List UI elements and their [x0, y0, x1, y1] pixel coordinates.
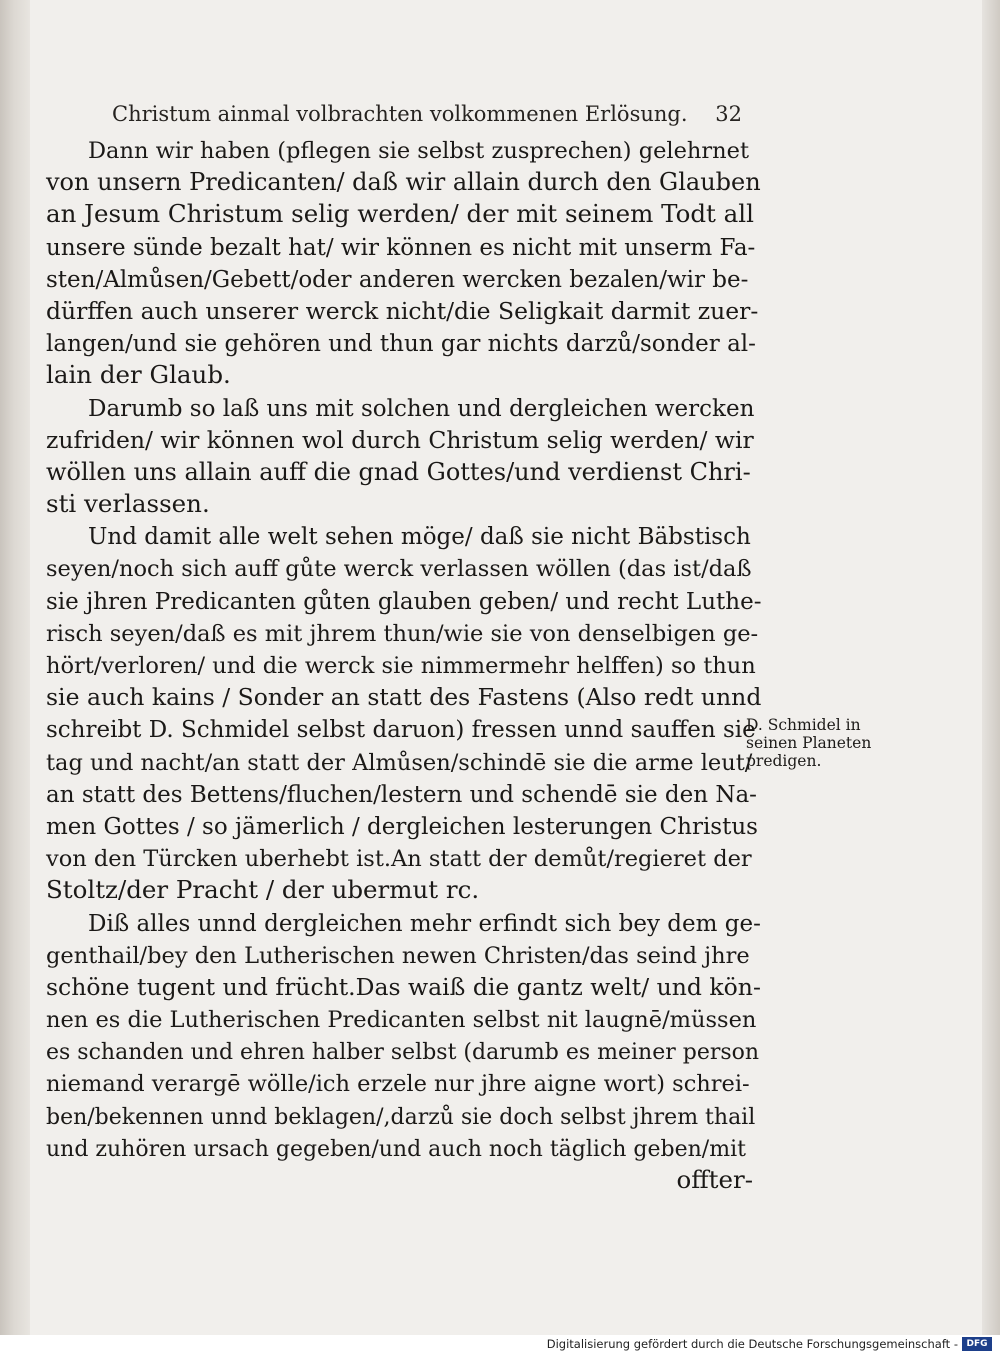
text-line: men Gottes / so jämerlich / dergleichen lesterungen Christus [46, 813, 758, 840]
text-line: an Jesum Christum selig werden/ der mit seinem Todt all [46, 199, 754, 229]
text-line: ben/bekennen unnd beklagen/,darzů sie doch selbst jhrem thail [46, 1104, 756, 1130]
running-head [112, 102, 742, 132]
margin-note [746, 716, 906, 770]
text-line: genthail/bey den Lutherischen newen Christen/das seind jhre [46, 942, 750, 969]
digitization-footer [0, 1335, 1000, 1354]
catchword: offter- [676, 1165, 753, 1194]
text-line: von den Türcken uberhebt ist.An statt der demůt/regieret der [46, 846, 752, 873]
text-line: schöne tugent und frücht.Das waiß die gantz welt/ und kön- [46, 972, 761, 1001]
text-line: hört/verloren/ und die werck sie nimmermehr helffen) so thun [46, 653, 756, 679]
text-line: es schanden und ehren halber selbst (darumb es meiner person [46, 1040, 760, 1066]
text-line: sie auch kains / Sonder an statt des Fastens (Also redt unnd [46, 683, 762, 712]
text-line: von unsern Predicanten/ daß wir allain durch den Glauben [46, 168, 761, 197]
text-line: Dann wir haben (pflegen sie selbst zusprechen) gelehrnet [88, 138, 750, 164]
footer-credit: Digitalisierung gefördert durch die Deutsche Forschungsgemeinschaft - [546, 1337, 958, 1351]
margin-note-line: predigen. [746, 752, 822, 770]
text-line: seyen/noch sich auff gůte werck verlassen wöllen (das ist/daß [46, 556, 752, 583]
text-line: sie jhren Predicanten gůten glauben geben/ und recht Luthe- [46, 588, 762, 615]
text-line: unsere sünde bezalt hat/ wir können es nicht mit unserm Fa- [46, 234, 756, 261]
text-line: dürffen auch unserer werck nicht/die Seligkait darmit zuer- [46, 296, 759, 325]
page-number: 32 [715, 102, 742, 126]
text-line: schreibt D. Schmidel selbst daruon) fressen unnd sauffen sie [46, 717, 756, 744]
text-line: risch seyen/daß es mit jhrem thun/wie sie von denselbigen ge- [46, 620, 759, 647]
text-line: tag und nacht/an statt der Almůsen/schindē sie die arme leut/ [46, 749, 753, 776]
text-line: zufriden/ wir können wol durch Christum selig werden/ wir [46, 425, 754, 454]
text-line: und zuhören ursach gegeben/und auch noch täglich geben/mit [46, 1136, 746, 1162]
text-line: sten/Almůsen/Gebett/oder anderen wercken bezalen/wir be- [46, 266, 749, 293]
running-head-title: Christum ainmal volbrachten volkommenen Erlösung. [112, 102, 688, 126]
text-line: langen/und sie gehören und thun gar nichts darzů/sonder al- [46, 331, 756, 358]
text-line: sti verlassen. [46, 489, 210, 519]
margin-note-line: D. Schmidel in [746, 716, 861, 734]
text-line: wöllen uns allain auff die gnad Gottes/und verdienst Chri- [46, 457, 751, 486]
margin-note-line: seinen Planeten [746, 734, 872, 752]
dfg-logo-icon: DFG [962, 1337, 992, 1351]
body-text [46, 134, 761, 1204]
text-line: an statt des Bettens/fluchen/lestern und schendē sie den Na- [46, 781, 757, 808]
text-line: Diß alles unnd dergleichen mehr erfindt sich bey dem ge- [88, 910, 761, 937]
text-line: lain der Glaub. [46, 360, 231, 390]
text-line: Darumb so laß uns mit solchen und dergleichen wercken [88, 395, 755, 422]
text-line: Und damit alle welt sehen möge/ daß sie nicht Bäbstisch [88, 524, 751, 551]
text-line: Stoltz/der Pracht / der ubermut rc. [46, 875, 480, 905]
page-binding-edge [0, 0, 30, 1335]
text-line: nen es die Lutherischen Predicanten selbst nit laugnē/müssen [46, 1007, 757, 1034]
page-outer-edge [982, 0, 1000, 1335]
text-line: niemand verargē wölle/ich erzele nur jhre aigne wort) schrei- [46, 1071, 750, 1098]
